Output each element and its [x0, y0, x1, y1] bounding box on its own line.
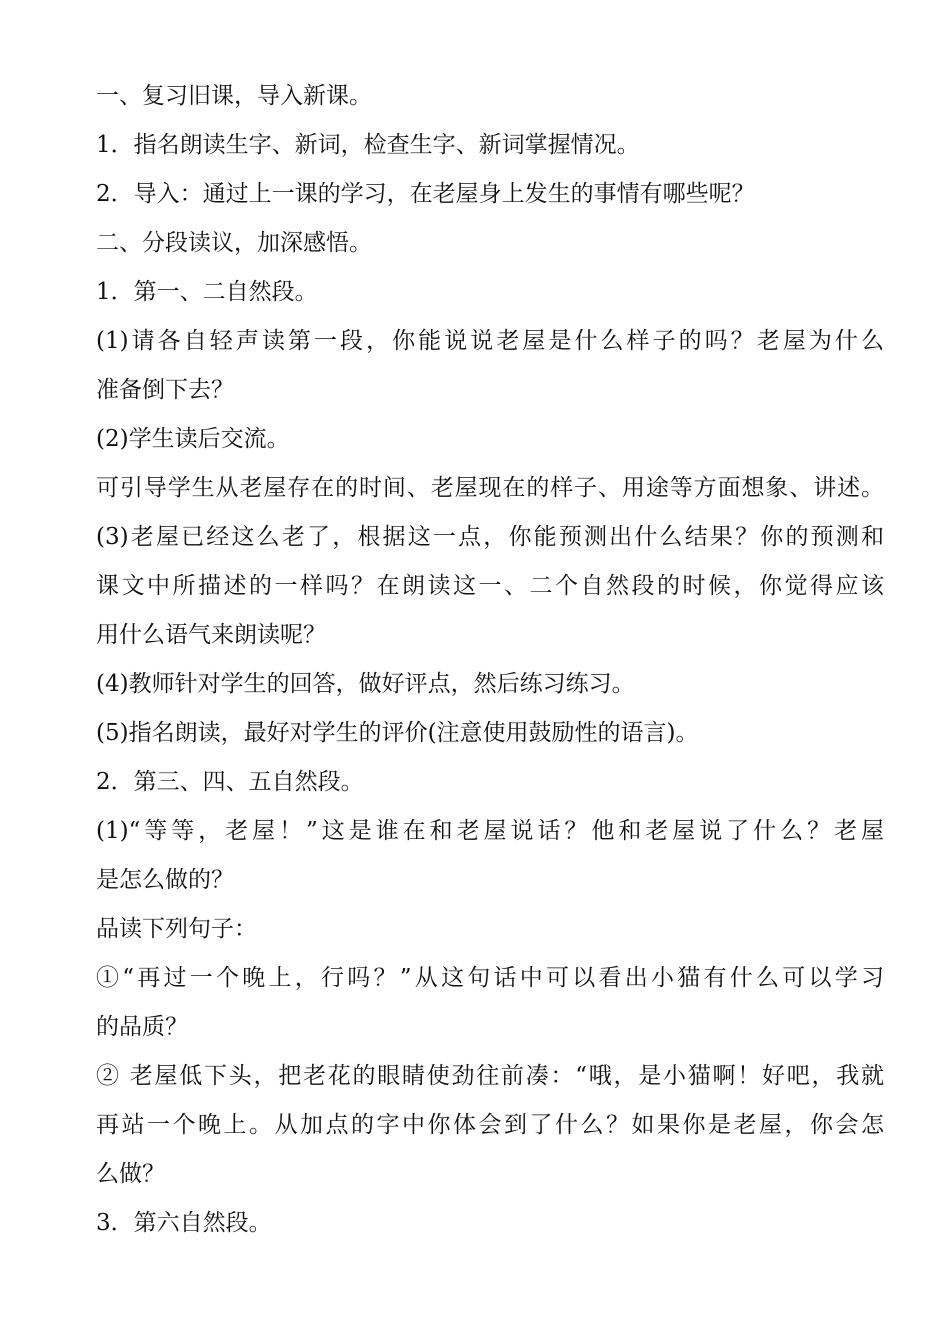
paragraph-line: 准备倒下去？: [96, 377, 234, 403]
section-heading-reading: 二、分段读议，加深感悟。: [96, 230, 372, 256]
paragraph-line: 可引导学生从老屋存在的时间、老屋现在的样子、用途等方面想象、讲述。: [96, 475, 884, 501]
paragraph-line: 1．指名朗读生字、新词，检查生字、新词掌握情况。: [96, 132, 640, 158]
paragraph-line: (4)教师针对学生的回答，做好评点，然后练习练习。: [96, 671, 635, 697]
paragraph-line: 么做？: [96, 1161, 165, 1187]
paragraph-line: 再站一个晚上。从加点的字中你体会到了什么？如果你是老屋，你会怎: [96, 1112, 884, 1138]
paragraph-line: 课文中所描述的一样吗？在朗读这一、二个自然段的时候，你觉得应该: [96, 573, 884, 599]
subheading-line: 1．第一、二自然段。: [96, 279, 318, 305]
paragraph-line: (1)请各自轻声读第一段，你能说说老屋是什么样子的吗？老屋为什么: [96, 328, 884, 354]
paragraph-line: (2)学生读后交流。: [96, 426, 290, 452]
paragraph-line: (1)“等等，老屋！”这是谁在和老屋说话？他和老屋说了什么？老屋: [96, 818, 884, 844]
document-body: [96, 72, 896, 1248]
subheading-line: 2．第三、四、五自然段。: [96, 769, 364, 795]
subheading-line: 3．第六自然段。: [96, 1210, 272, 1236]
paragraph-line: ①“再过一个晚上，行吗？”从这句话中可以看出小猫有什么可以学习: [96, 965, 884, 991]
paragraph-line: (3)老屋已经这么老了，根据这一点，你能预测出什么结果？你的预测和: [96, 524, 884, 550]
paragraph-line: 用什么语气来朗读呢？: [96, 622, 326, 648]
paragraph-line: 2．导入：通过上一课的学习，在老屋身上发生的事情有哪些呢？: [96, 181, 755, 207]
paragraph-line: 是怎么做的？: [96, 867, 234, 893]
section-heading-review: 一、复习旧课，导入新课。: [96, 83, 372, 109]
paragraph-line: (5)指名朗读，最好对学生的评价(注意使用鼓励性的语言)。: [96, 720, 699, 746]
paragraph-line: 的品质？: [96, 1014, 188, 1040]
paragraph-line: 品读下列句子：: [96, 916, 257, 942]
paragraph-line: ② 老屋低下头，把老花的眼睛使劲往前凑：“哦，是小猫啊！好吧，我就: [96, 1063, 884, 1089]
